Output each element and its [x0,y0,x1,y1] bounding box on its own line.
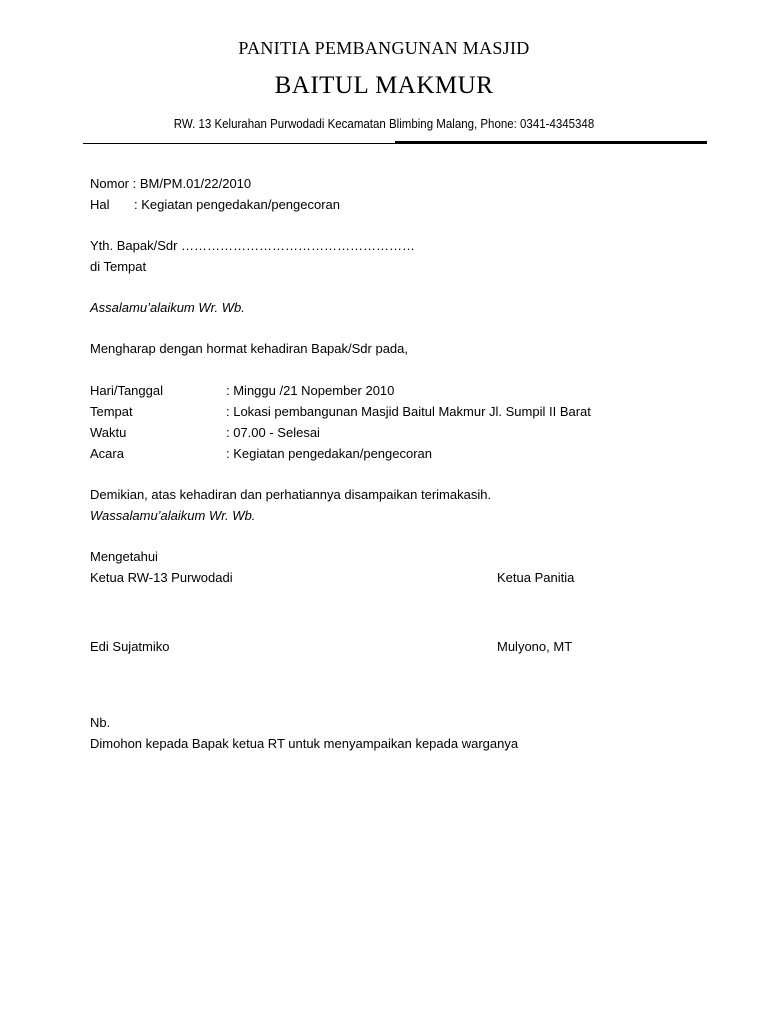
subject-line [90,197,340,212]
org-name: PANITIA PEMBANGUNAN MASJID [238,38,530,58]
note-label: Nb. [90,715,111,730]
detail-label-place: Tempat [90,404,133,419]
detail-value-date: : Minggu /21 Nopember 2010 [226,383,395,398]
detail-label-time: Waktu [90,425,127,440]
left-signatory-name: Edi Sujatmiko [90,639,170,654]
right-signatory-title: Ketua Panitia [497,570,575,585]
subject-value: : Kegiatan pengedakan/pengecoran [134,197,341,212]
letter-number: Nomor : BM/PM.01/22/2010 [90,176,252,191]
mosque-name: BAITUL MAKMUR [274,72,494,99]
detail-label-date: Hari/Tanggal [90,383,163,398]
address-line: RW. 13 Kelurahan Purwodadi Kecamatan Blimbing Malang, Phone: 0341-4345348 [173,117,595,131]
recipient-line: Yth. Bapak/Sdr ……………………………………………… [90,238,416,253]
detail-label-event: Acara [90,446,124,461]
greeting: Assalamu’alaikum Wr. Wb. [90,300,245,315]
left-signatory-title: Ketua RW-13 Purwodadi [90,570,233,585]
note-text: Dimohon kepada Bapak ketua RT untuk menyampaikan kepada warganya [90,736,519,751]
recipient-place: di Tempat [90,259,147,274]
detail-value-event: : Kegiatan pengedakan/pengecoran [226,446,433,461]
intro-text: Mengharap dengan hormat kehadiran Bapak/Sdr pada, [90,341,408,356]
right-signatory-name: Mulyono, MT [497,639,573,654]
acknowledged-label: Mengetahui [90,549,158,564]
farewell: Wassalamu’alaikum Wr. Wb. [90,508,256,523]
header-divider-thick [395,141,707,144]
detail-value-time: : 07.00 - Selesai [226,425,320,440]
detail-value-place: : Lokasi pembangunan Masjid Baitul Makmur Jl. Sumpil II Barat [226,404,591,419]
closing-text: Demikian, atas kehadiran dan perhatiannya disampaikan terimakasih. [90,487,492,502]
subject-label: Hal [90,197,110,212]
